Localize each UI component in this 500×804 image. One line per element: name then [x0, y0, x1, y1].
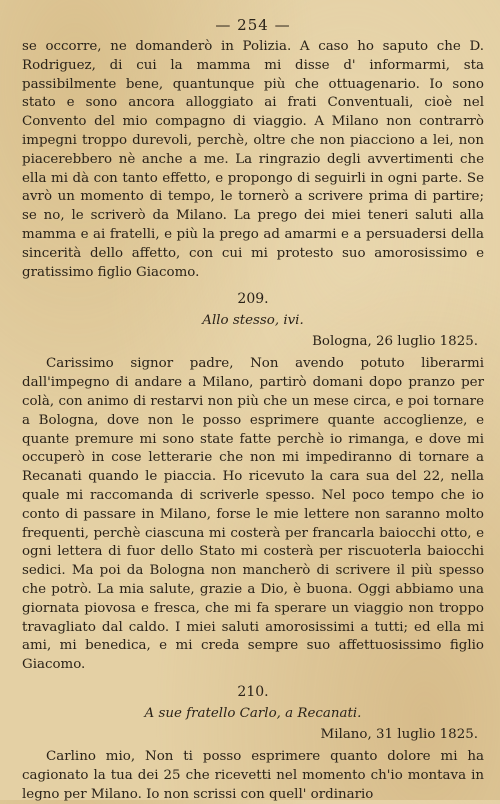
letter-heading-209: Allo stesso, ivi. [202, 313, 304, 329]
letter-dateline-209: Bologna, 26 luglio 1825. [312, 334, 478, 350]
letter-number-209: 209. [237, 291, 269, 308]
letter-heading-210: A sue fratello Carlo, a Recanati. [144, 705, 362, 721]
continuation-paragraph: se occorre, ne domanderò in Polizia. A caso ho saputo che D. Rodriguez, di cui la mamma mi disse d' informarmi, sta passibilmente bene, quantunque più che ottuagenario. Io sono stato e sono ancora alloggiato ai frati Conventuali, cioè nel Convento del mio compagno di viaggio. A Milano non contrarrò impegni troppo durevoli, perchè, oltre che non piacciono a lei, non piacerebbero nè anche a me. La ringrazio degli avvertimenti che ella mi dà con tanto effetto, e propongo di seguirli in ogni parte. Se avrò un momento di tempo, le tornerò a scrivere prima di partire; se no, le scriverò da Milano. La prego dei miei teneri saluti alla mamma e ai fratelli, e più la prego ad amarmi e a persuadersi della sincerità dello affetto, con cui mi protesto suo amorosissimo e gratissimo figlio Giacomo. [22, 39, 484, 280]
page-number: — 254 — [215, 16, 291, 34]
letter-dateline-210: Milano, 31 luglio 1825. [320, 726, 478, 742]
letter-body-210: Carlino mio, Non ti posso esprimere quanto dolore mi ha cagionato la tua dei 25 che ricevetti nel momento ch'io montava in legno per Milano. Io non scrissi con quell' ordinario [22, 748, 484, 802]
letter-body-209: Carissimo signor padre, Non avendo potuto liberarmi dall'impegno di andare a Milano, partirò domani dopo pranzo per colà, con animo di restarvi non più che un mese circa, e poi tornare a Bologna, dove non le posso esprimere quante accoglienze, e quante premure mi sono state fatte perchè io rimanga, e dove mi occuperò in cose letterarie che non mi impediranno di tornare a Recanati quando le piaccia. Ho ricevuto la cara sua del 22, nella quale mi raccomanda di scriverle spesso. Nel poco tempo che io conto di passare in Milano, forse le mie lettere non saranno molto frequenti, perchè ciascuna mi costerà per francarla baiocchi otto, e ogni lettera di fuor dello Stato mi costerà per riscuoterla baiocchi sedici. Ma poi da Bologna non mancherò di scrivere il più spesso che potrò. La mia salute, grazie a Dio, è buona. Oggi abbiamo una giornata piovosa e fresca, che mi fa sperare un viaggio non troppo travagliato dal caldo. I miei saluti amorosissimi a tutti; ed ella mi ami, mi benedica, e mi creda sempre suo affettuosissimo figlio Giacomo. [22, 356, 484, 673]
letter-number-210: 210. [237, 683, 269, 700]
